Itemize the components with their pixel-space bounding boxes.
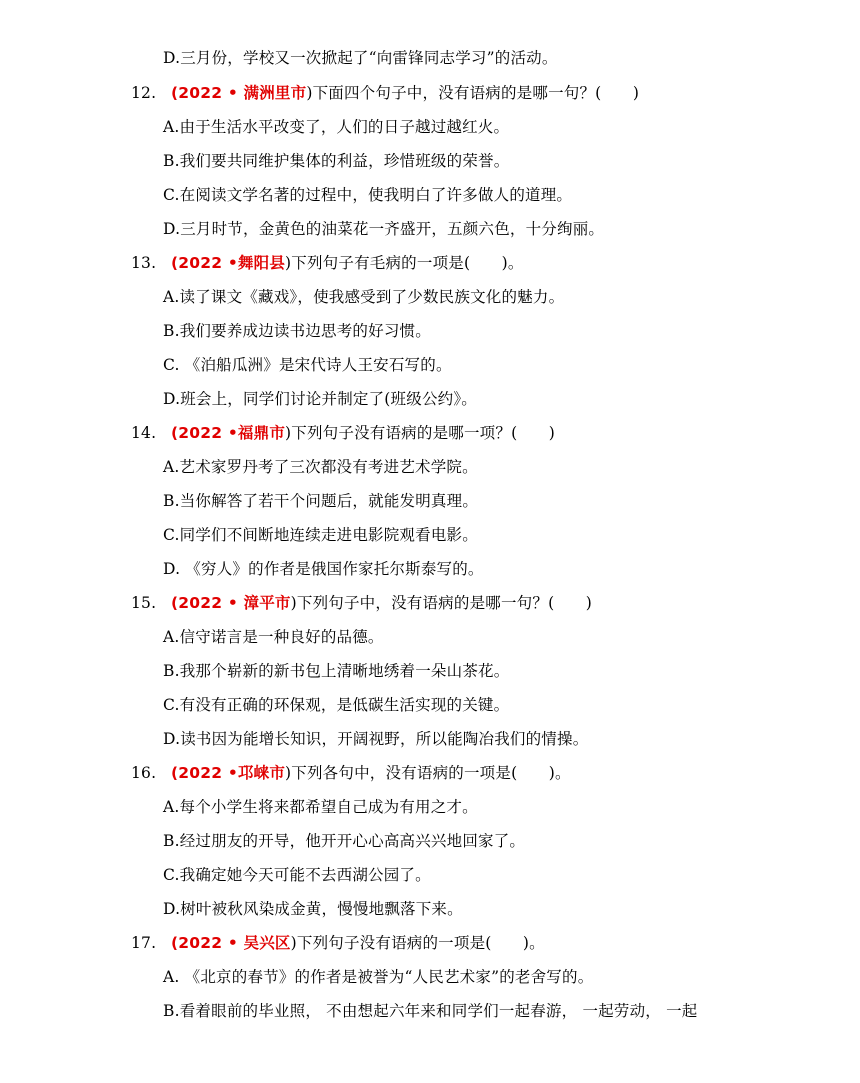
- question-source: (2022 • 满洲里市: [171, 84, 307, 102]
- question-12-option-c: C.在阅读文学名著的过程中，使我明白了许多做人的道理。: [163, 186, 573, 204]
- question-13-option-b: B.我们要养成边读书边思考的好习惯。: [163, 322, 431, 340]
- question-15-option-d: D.读书因为能增长知识，开阔视野，所以能陶冶我们的情操。: [163, 730, 589, 748]
- question-stem: )下列句子没有语病的是哪一项？( ): [285, 424, 555, 442]
- question-14-option-d: D. 《穷人》的作者是俄国作家托尔斯泰写的。: [163, 560, 484, 578]
- question-15-option-a: A.信守诺言是一种良好的品德。: [163, 628, 384, 646]
- question-source: (2022 • 漳平市: [171, 594, 291, 612]
- question-stem: )下列句子没有语病的一项是( )。: [290, 934, 545, 952]
- question-16-option-a: A.每个小学生将来都希望自己成为有用之才。: [163, 798, 478, 816]
- question-number: 16.: [131, 764, 157, 782]
- question-14-option-a: A.艺术家罗丹考了三次都没有考进艺术学院。: [163, 458, 478, 476]
- question-number: 12.: [131, 84, 157, 102]
- question-13-heading: [131, 253, 524, 273]
- question-12-heading: [131, 83, 639, 103]
- question-16-heading: [131, 763, 571, 783]
- question-number: 13.: [131, 254, 157, 272]
- question-stem: )下列句子有毛病的一项是( )。: [285, 254, 524, 272]
- question-15-heading: [131, 593, 592, 613]
- question-12-option-b: B.我们要共同维护集体的利益，珍惜班级的荣誉。: [163, 152, 510, 170]
- question-16-option-c: C.我确定她今天可能不去西湖公园了。: [163, 866, 431, 884]
- question-17-option-a: A. 《北京的春节》的作者是被誉为“人民艺术家”的老舍写的。: [163, 968, 594, 986]
- question-13-option-c: C. 《泊船瓜洲》是宋代诗人王安石写的。: [163, 356, 452, 374]
- question-13-option-a: A.读了课文《藏戏》，使我感受到了少数民族文化的魅力。: [163, 288, 565, 306]
- question-source: (2022 •福鼎市: [171, 424, 286, 442]
- question-12-option-a: A.由于生活水平改变了，人们的日子越过越红火。: [163, 118, 510, 136]
- question-14-option-c: C.同学们不间断地连续走进电影院观看电影。: [163, 526, 478, 544]
- question-source: (2022 •舞阳县: [171, 254, 286, 272]
- question-number: 15.: [131, 594, 157, 612]
- question-15-option-c: C.有没有正确的环保观，是低碳生活实现的关键。: [163, 696, 510, 714]
- question-16-option-d: D.树叶被秋风染成金黄，慢慢地飘落下来。: [163, 900, 463, 918]
- question-12-option-d: D.三月时节，金黄色的油菜花一齐盛开，五颜六色，十分绚丽。: [163, 220, 605, 238]
- question-stem: )下面四个句子中，没有语病的是哪一句？( ): [306, 84, 640, 102]
- question-stem: )下列句子中，没有语病的是哪一句？( ): [290, 594, 592, 612]
- question-17-heading: [131, 933, 545, 953]
- question-number: 14.: [131, 424, 157, 442]
- continued-option: D.三月份，学校又一次掀起了“向雷锋同志学习”的活动。: [163, 49, 558, 67]
- question-stem: )下列各句中，没有语病的一项是( )。: [285, 764, 571, 782]
- question-17-option-b: B.看着眼前的毕业照， 不由想起六年来和同学们一起春游， 一起劳动， 一起: [163, 1002, 698, 1020]
- question-15-option-b: B.我那个崭新的新书包上清晰地绣着一朵山茶花。: [163, 662, 510, 680]
- question-number: 17.: [131, 934, 157, 952]
- question-source: (2022 • 吴兴区: [171, 934, 291, 952]
- question-13-option-d: D.班会上，同学们讨论并制定了(班级公约》。: [163, 390, 478, 408]
- question-14-heading: [131, 423, 555, 443]
- question-16-option-b: B.经过朋友的开导，他开开心心高高兴兴地回家了。: [163, 832, 526, 850]
- question-source: (2022 •邛崃市: [171, 764, 286, 782]
- question-14-option-b: B.当你解答了若干个问题后，就能发明真理。: [163, 492, 479, 510]
